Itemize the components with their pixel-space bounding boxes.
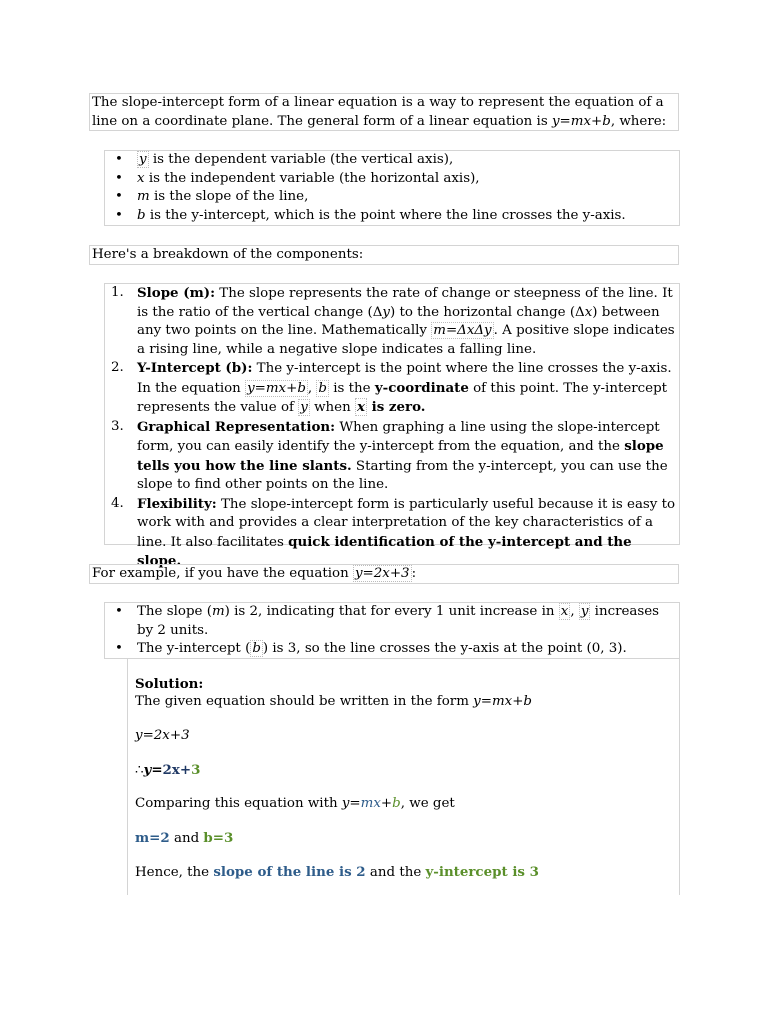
var-x: x xyxy=(137,170,145,186)
compare-b: b xyxy=(392,796,401,811)
step-number: 3. xyxy=(111,418,124,434)
list-item xyxy=(107,170,677,189)
compare-text: Comparing this equation with xyxy=(135,796,342,811)
step-title: Flexibility: xyxy=(137,495,217,512)
compare-mx: mx xyxy=(360,796,381,811)
bold-phrase: slope tells you how the line slants. xyxy=(137,438,664,474)
solution-heading xyxy=(135,675,203,695)
var-y: y xyxy=(580,604,589,619)
list-item-intercept xyxy=(107,359,677,418)
eq-2x: 2x xyxy=(162,762,180,778)
colored-equation-line xyxy=(135,761,200,781)
eq-equals: = xyxy=(151,762,163,778)
intro-text-end: , where: xyxy=(610,113,667,129)
example-text: For example, if you have the equation xyxy=(92,566,353,581)
step-text: The y-intercept is the point where the line crosses the y-axis. In the equation xyxy=(137,361,672,396)
list-item xyxy=(107,640,677,659)
general-form-equation: y=mx+b xyxy=(473,694,532,709)
list-item-text: is the y-intercept, which is the point where the line crosses the y-axis. xyxy=(145,207,626,223)
step-number: 4. xyxy=(111,495,124,511)
compare-tail: , we get xyxy=(400,796,455,811)
equation-line xyxy=(135,727,190,746)
list-item xyxy=(107,151,677,170)
b-value: b=3 xyxy=(203,830,234,846)
eq-3: 3 xyxy=(191,762,201,778)
and-text: and the xyxy=(365,865,426,880)
solution-line xyxy=(135,693,532,712)
intro-equation: y=mx+b xyxy=(551,113,611,129)
list-item-text: ) is 3, so the line crosses the y-axis at the point (0, 3). xyxy=(262,641,627,656)
step-text: Starting from the y-intercept, you can use the slope to find other points on the line. xyxy=(137,458,668,492)
breakdown-heading: Here's a breakdown of the components: xyxy=(89,245,679,265)
step-text: The slope-intercept form is particularly useful because it is easy to work with and provides a clear interpretation of the key characteristics of a line. It also facilitates xyxy=(137,496,676,550)
list-item-text: increases by 2 units. xyxy=(137,604,660,638)
step-text: When graphing a line using the slope-intercept form, you can easily identify the y-intercept from the equation, and the xyxy=(137,419,660,454)
bold-phrase: y-coordinate xyxy=(374,379,469,396)
slope-conclusion: slope of the line is 2 xyxy=(213,864,366,880)
components-list xyxy=(104,283,680,569)
step-title: Graphical Representation: xyxy=(137,418,336,435)
step-number: 1. xyxy=(111,285,124,300)
and-text: and xyxy=(169,831,204,846)
var-m: m xyxy=(211,604,225,619)
var-b: b xyxy=(137,207,146,223)
step-title: Slope (m): xyxy=(137,285,216,301)
example-paragraph xyxy=(89,564,679,584)
therefore-symbol: ∴ xyxy=(135,763,144,778)
hence-text: Hence, the xyxy=(135,865,214,880)
conclusion-line xyxy=(135,863,539,883)
list-item-graphical xyxy=(107,418,677,495)
list-item-flexibility xyxy=(107,495,677,572)
step-text: ) to the horizontal change (Δ xyxy=(389,304,585,320)
slope-formula: m=ΔxΔy xyxy=(433,323,492,338)
step-text: ) between any two points on the line. Mathematically xyxy=(137,304,660,338)
list-item xyxy=(107,207,677,226)
step-title: Y-Intercept (b): xyxy=(137,360,253,376)
compare-y: y xyxy=(341,796,350,811)
eq-plus: + xyxy=(179,762,192,778)
bold-phrase: is zero. xyxy=(366,399,426,415)
eq-y: y xyxy=(143,762,152,778)
variables-list xyxy=(104,150,680,226)
intro-paragraph xyxy=(89,93,679,131)
equation: y=mx+b xyxy=(247,380,306,396)
list-item xyxy=(107,188,677,207)
list-item-slope xyxy=(107,284,677,359)
var-y: y xyxy=(382,304,390,320)
step-text: when xyxy=(309,400,355,415)
list-item-text: The y-intercept ( xyxy=(137,641,251,656)
compare-equals: = xyxy=(349,796,361,811)
list-item-text: The slope ( xyxy=(137,604,212,619)
list-item-text: is the slope of the line, xyxy=(149,189,309,204)
step-text: The slope represents the rate of change or steepness of the line. It is the ratio of the vertical change (Δ xyxy=(137,286,673,320)
m-value: m=2 xyxy=(135,830,170,846)
intercept-conclusion: y-intercept is 3 xyxy=(425,864,539,880)
values-line xyxy=(135,829,233,849)
given-equation: y=2x+3 xyxy=(135,728,190,743)
solution-text: The given equation should be written in the form xyxy=(135,694,474,709)
compare-line xyxy=(135,795,455,814)
list-item xyxy=(107,603,677,640)
step-number: 2. xyxy=(111,360,124,375)
solution-block xyxy=(127,659,680,895)
var-b: b xyxy=(252,641,261,656)
example-list xyxy=(104,602,680,659)
example-equation: y=2x+3 xyxy=(354,566,410,581)
step-text: . A positive slope indicates a rising line, while a negative slope indicates a falling line. xyxy=(137,323,675,357)
step-text: , xyxy=(307,380,317,396)
list-item-text: is the dependent variable (the vertical axis), xyxy=(148,152,454,167)
compare-plus: + xyxy=(380,796,393,811)
var-y: y xyxy=(300,400,308,415)
list-item-text: is the independent variable (the horizontal axis), xyxy=(144,170,480,186)
list-item-text: ) is 2, indicating that for every 1 unit increase in xyxy=(224,604,559,619)
solution-heading-text: Solution: xyxy=(135,676,204,692)
var-m: m xyxy=(137,189,150,204)
list-item-text: , xyxy=(570,604,579,619)
var-x: x xyxy=(560,604,569,619)
intro-text: The slope-intercept form of a linear equation is a way to represent the equation of a line on a coordinate plane. The general form of a linear equation is xyxy=(92,95,664,129)
step-text: is the xyxy=(329,380,375,396)
example-colon: : xyxy=(411,566,417,581)
bold-phrase: quick identification of the y-intercept and the slope. xyxy=(137,533,632,569)
var-x: x xyxy=(356,399,365,415)
var-y: y xyxy=(139,152,147,167)
var-b: b xyxy=(318,380,327,396)
var-x: x xyxy=(584,304,593,320)
step-text: of this point. The y-intercept represents the value of xyxy=(137,380,668,415)
